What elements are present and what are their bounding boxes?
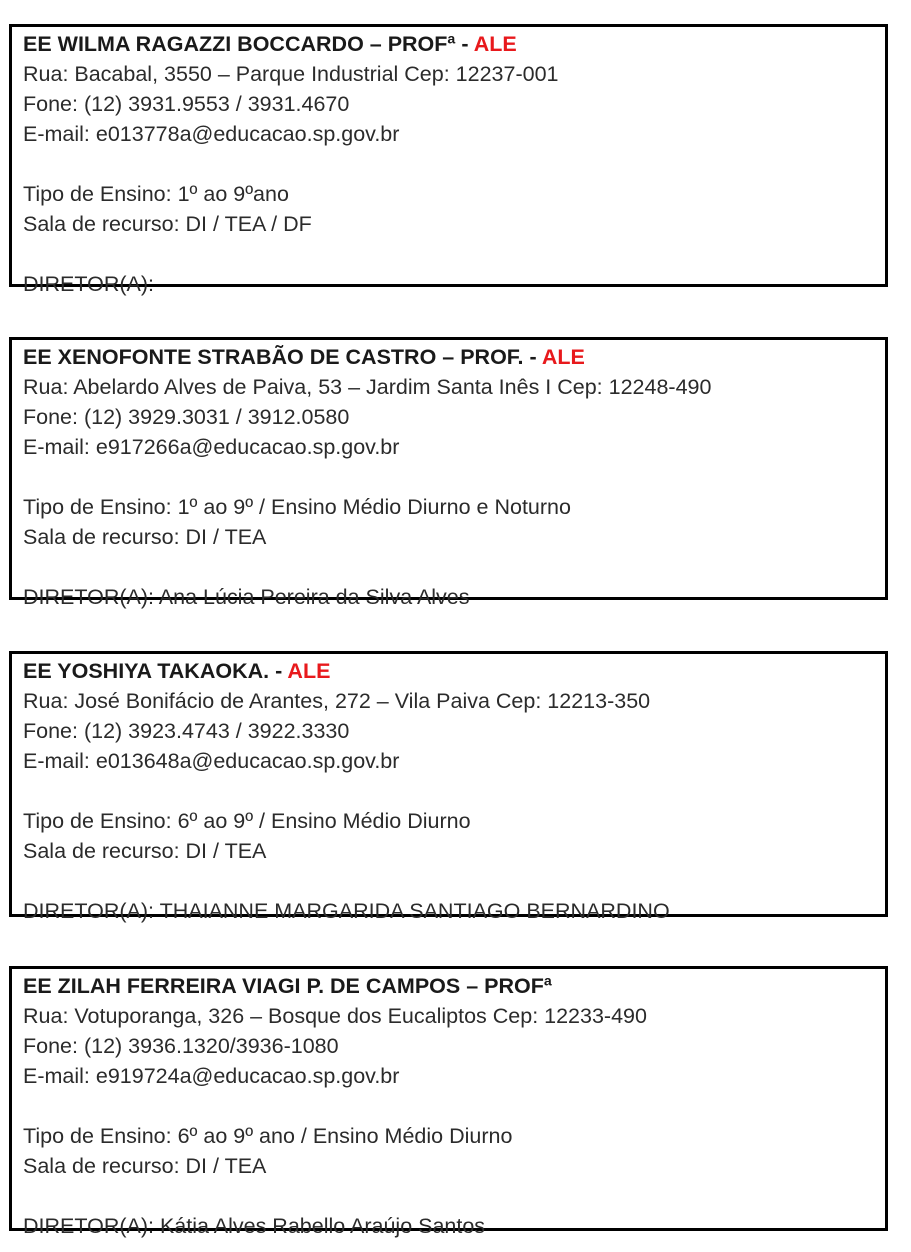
spacer: [23, 239, 875, 269]
school-name: EE XENOFONTE STRABÃO DE CASTRO – PROF.: [23, 345, 524, 369]
school-resource-room: Sala de recurso: DI / TEA: [23, 525, 267, 549]
title-separator: -: [455, 32, 474, 56]
school-name: EE ZILAH FERREIRA VIAGI P. DE CAMPOS – PROFª: [23, 974, 552, 998]
school-director: DIRETOR(A): Ana Lúcia Pereira da Silva Alves: [23, 585, 470, 609]
school-teaching-type: Tipo de Ensino: 6º ao 9º / Ensino Médio Diurno: [23, 809, 471, 833]
school-resource-room: Sala de recurso: DI / TEA: [23, 839, 267, 863]
school-address: Rua: José Bonifácio de Arantes, 272 – Vila Paiva Cep: 12213-350: [23, 689, 651, 713]
school-card: [9, 337, 888, 609]
school-resource-room: Sala de recurso: DI / TEA / DF: [23, 212, 312, 236]
school-email: E-mail: e013648a@educacao.sp.gov.br: [23, 749, 400, 773]
ale-tag: ALE: [287, 659, 331, 683]
spacer: [23, 866, 875, 896]
school-teaching-type: Tipo de Ensino: 1º ao 9ºano: [23, 182, 289, 206]
spacer: [23, 552, 875, 582]
school-director: DIRETOR(A):: [23, 272, 154, 296]
school-teaching-type: Tipo de Ensino: 6º ao 9º ano / Ensino Médio Diurno: [23, 1124, 513, 1148]
school-phone: Fone: (12) 3936.1320/3936-1080: [23, 1034, 339, 1058]
spacer: [23, 1181, 875, 1211]
school-name: EE YOSHIYA TAKAOKA.: [23, 659, 270, 683]
spacer: [23, 149, 875, 179]
school-name: EE WILMA RAGAZZI BOCCARDO – PROFª: [23, 32, 456, 56]
school-resource-room: Sala de recurso: DI / TEA: [23, 1154, 267, 1178]
spacer: [23, 776, 875, 806]
ale-tag: ALE: [541, 345, 585, 369]
school-address: Rua: Votuporanga, 326 – Bosque dos Eucaliptos Cep: 12233-490: [23, 1004, 647, 1028]
title-separator: -: [269, 659, 288, 683]
title-separator: -: [523, 345, 542, 369]
school-teaching-type: Tipo de Ensino: 1º ao 9º / Ensino Médio Diurno e Noturno: [23, 495, 571, 519]
school-email: E-mail: e917266a@educacao.sp.gov.br: [23, 435, 400, 459]
school-title: [23, 971, 875, 1001]
school-director: DIRETOR(A): Kátia Alves Rabello Araújo Santos: [23, 1214, 486, 1238]
school-title: [23, 29, 875, 59]
school-phone: Fone: (12) 3923.4743 / 3922.3330: [23, 719, 350, 743]
school-phone: Fone: (12) 3931.9553 / 3931.4670: [23, 92, 350, 116]
spacer: [23, 1091, 875, 1121]
school-email: E-mail: e919724a@educacao.sp.gov.br: [23, 1064, 400, 1088]
spacer: [23, 462, 875, 492]
ale-tag: ALE: [473, 32, 517, 56]
school-card: [9, 651, 888, 923]
school-address: Rua: Abelardo Alves de Paiva, 53 – Jardim Santa Inês I Cep: 12248-490: [23, 375, 712, 399]
school-director: DIRETOR(A): THAIANNE MARGARIDA SANTIAGO BERNARDINO: [23, 899, 670, 923]
school-title: [23, 656, 875, 686]
school-email: E-mail: e013778a@educacao.sp.gov.br: [23, 122, 400, 146]
school-address: Rua: Bacabal, 3550 – Parque Industrial Cep: 12237-001: [23, 62, 559, 86]
school-card: [9, 24, 888, 296]
school-phone: Fone: (12) 3929.3031 / 3912.0580: [23, 405, 350, 429]
school-card: [9, 966, 888, 1238]
school-title: [23, 342, 875, 372]
